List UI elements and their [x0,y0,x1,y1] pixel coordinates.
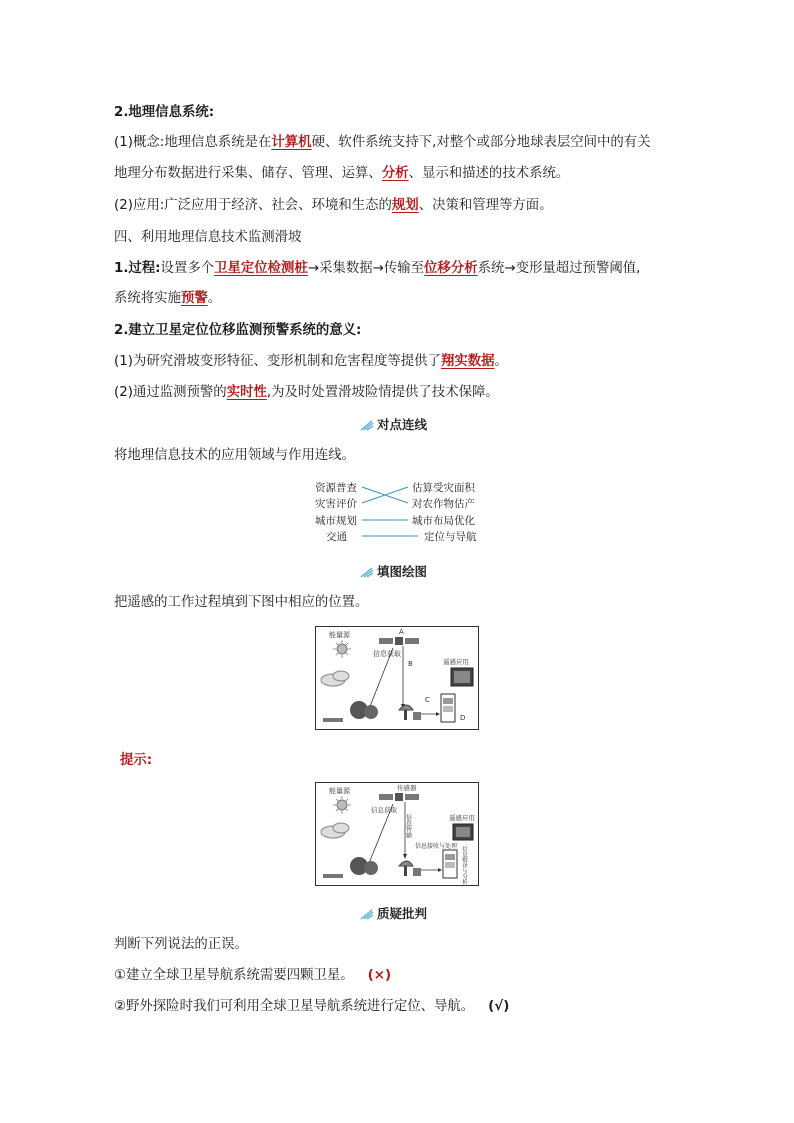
match-left-1: 灾害评价 [315,498,357,510]
rs-application-label-2: 遥感应用 [449,814,475,822]
banner-fill-diagram [360,562,427,580]
significance-1 [114,352,508,372]
concept-text-1: 地理信息系统是在 [164,135,272,150]
judge-item-2-text: ②野外探险时我们可利用全球卫星导航系统进行定位、导航。 [114,999,475,1014]
label-b: B [408,660,413,668]
feather-arrow-icon [360,908,374,920]
label-d: D [460,714,466,722]
label-c: C [425,696,430,704]
concept-label: (1)概念: [114,135,165,150]
computer-icon [443,850,457,878]
label-a: A [399,628,404,636]
tip-label: 提示: [120,753,153,768]
judge-item-1 [114,966,391,986]
monitor-icon [453,824,473,840]
info-transmit-label: 信息传输 [404,814,412,838]
gis-concept-line2 [114,164,569,184]
fill-instruction: 把遥感的工作过程填到下图中相应的位置。 [114,595,369,610]
feather-arrow-icon [360,566,374,578]
match-right-1: 对农作物估产 [412,498,475,510]
section-title-landslide: 四、利用地理信息技术监测滑坡 [114,230,302,245]
process-label: 1.过程: [114,261,161,276]
section-title-gis: 2.地理信息系统: [114,105,215,120]
process-line2 [114,289,221,309]
application-text-1: 广泛应用于经济、社会、环境和生态的 [164,198,392,213]
judge-item-2 [114,997,509,1017]
keyword-analysis: 分析 [381,166,409,181]
judge-item-2-mark: (√) [488,999,510,1014]
banner-critique-label: 质疑批判 [377,906,428,921]
gis-application-line [114,196,553,216]
banner-matching [360,415,427,433]
keyword-realtime: 实时性 [226,385,267,400]
keyword-gnss-pile: 卫星定位检测桩 [214,261,308,276]
sensor-label: 传感器 [397,784,417,792]
match-left-3: 交通 [326,531,347,543]
sig1-text-1: (1)为研究滑坡变形特征、变形机制和危害程度等提供了 [114,354,441,369]
keyword-detailed-data: 翔实数据 [440,354,495,369]
process-text-5: 。 [207,291,222,306]
gis-concept-line1 [114,133,651,153]
match-right-2: 城市布局优化 [412,515,475,527]
satellite-icon [379,637,419,645]
banner-matching-label: 对点连线 [377,417,428,432]
concept-text-4: 、显示和描述的技术系统。 [408,166,570,181]
concept-text-2: 硬、软件系统支持下,对整个或部分地球表层空间中的有关 [311,135,651,150]
match-right-0: 估算受灾面积 [412,482,475,494]
sig1-text-2: 。 [494,354,508,369]
match-left-0: 资源普查 [315,482,357,494]
banner-fill-label: 填图绘图 [377,564,428,579]
energy-source-label: 能量源 [329,631,350,639]
satellite-icon [379,793,419,801]
banner-critique [360,904,427,922]
process-text-3: 系统→变形量超过预警阈值, [477,261,641,276]
sig2-text-2: ,为及时处置滑坡险情提供了技术保障。 [266,385,499,400]
info-acquire-label: 信息获取 [373,650,401,658]
keyword-planning: 规划 [391,198,419,213]
judge-instruction: 判断下列说法的正误。 [114,937,248,952]
monitor-icon [451,668,473,686]
info-interpret-label: 信息解译与分析 [461,846,467,885]
significance-2 [114,383,499,403]
match-right-3: 定位与导航 [424,531,477,543]
process-text-4: 系统将实施 [114,291,181,306]
feather-arrow-icon [360,419,374,431]
rs-application-label: 遥感应用 [443,658,469,666]
process-text-2: →采集数据→传输至 [307,261,425,276]
match-instruction: 将地理信息技术的应用领域与作用连线。 [114,448,356,463]
significance-title: 2.建立卫星定位位移监测预警系统的意义: [114,323,362,338]
remote-sensing-diagram-answer [315,782,479,886]
judge-item-1-mark: (×) [367,968,392,983]
process-text-1: 设置多个 [160,261,215,276]
judge-item-1-text: ①建立全球卫星导航系统需要四颗卫星。 [114,968,354,983]
matching-diagram [300,476,500,548]
application-text-2: 、决策和管理等方面。 [418,198,553,213]
process-line1 [114,259,640,279]
info-acquire-label-2: 信息获取 [371,806,397,814]
keyword-computer: 计算机 [271,135,312,150]
application-label: (2)应用: [114,198,165,213]
info-receive-label: 信息接收与处理 [415,843,458,850]
match-left-2: 城市规划 [315,515,357,527]
remote-sensing-diagram-blank [315,626,479,730]
concept-text-3: 地理分布数据进行采集、储存、管理、运算、 [114,166,382,181]
keyword-displacement: 位移分析 [424,261,478,276]
computer-icon [441,694,455,722]
sig2-text-1: (2)通过监测预警的 [114,385,227,400]
keyword-warning: 预警 [180,291,208,306]
energy-source-label-2: 能量源 [329,787,350,795]
